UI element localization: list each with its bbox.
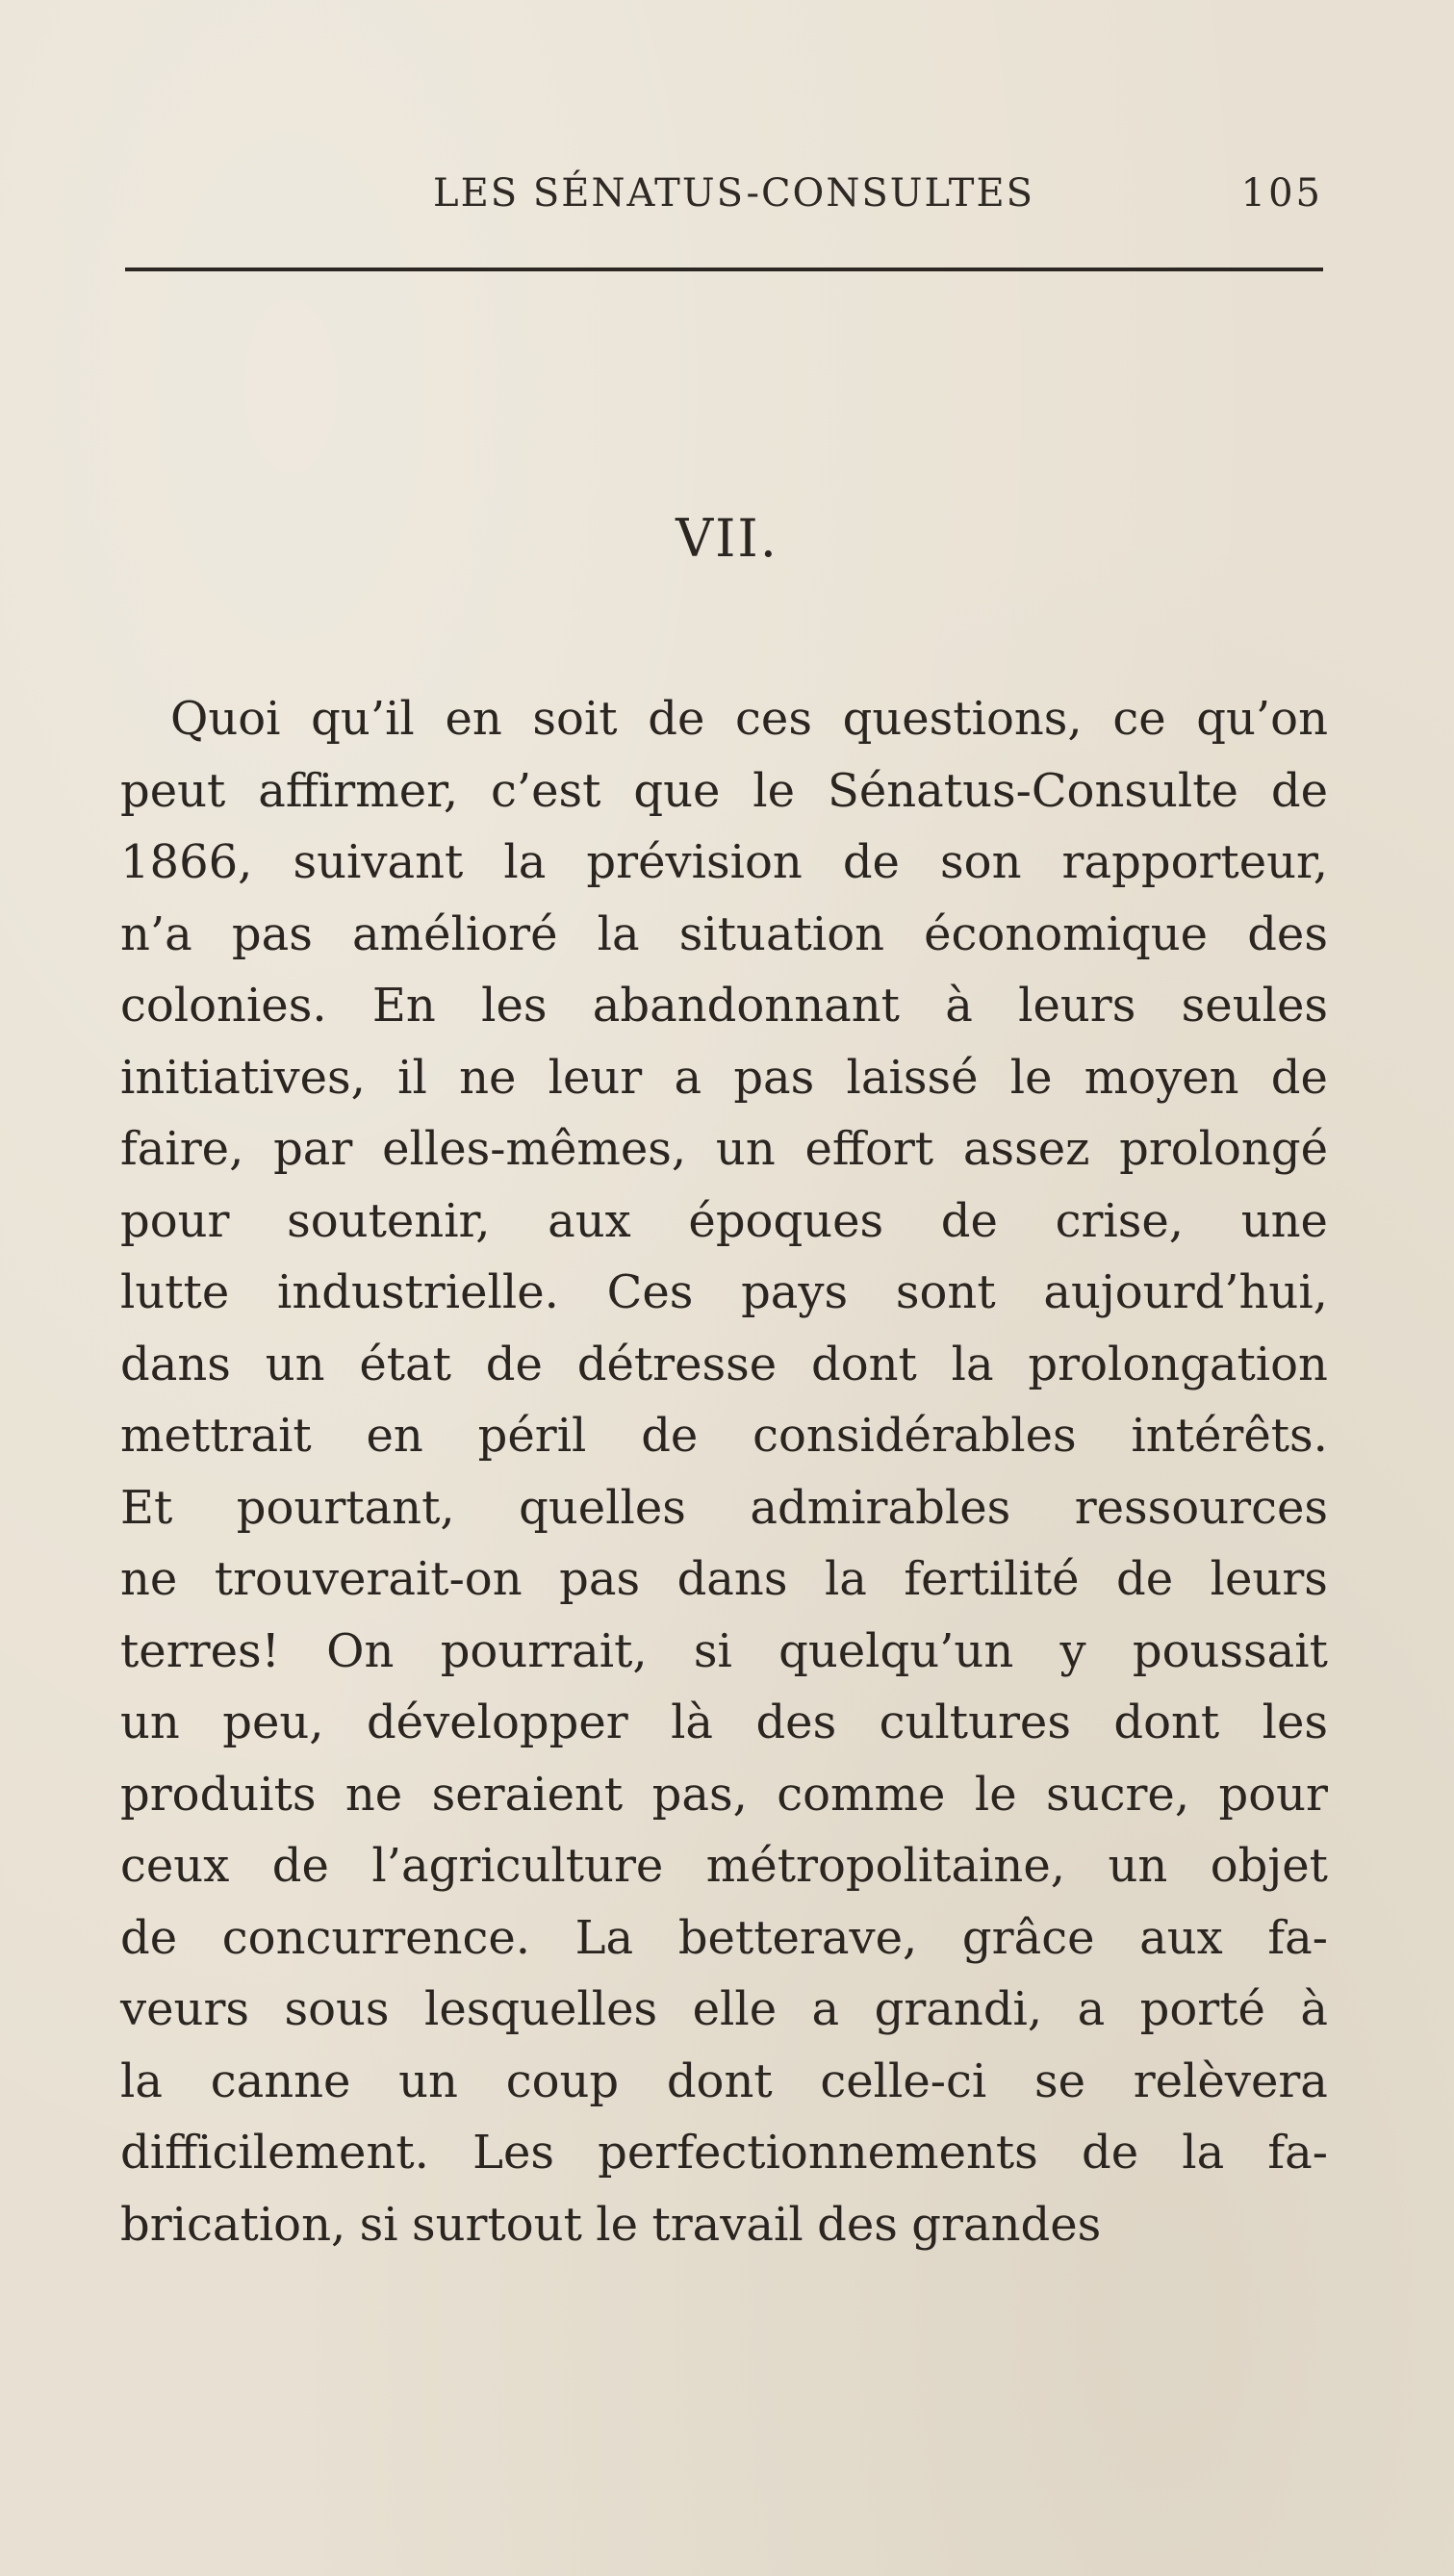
text-word: fertilité xyxy=(904,1552,1080,1606)
text-line xyxy=(120,1543,1328,1616)
text-word: c’est xyxy=(491,763,601,818)
text-word: a xyxy=(1077,1982,1106,2036)
text-word: se xyxy=(1033,2053,1085,2108)
text-word: effort xyxy=(804,1122,934,1176)
text-word: a xyxy=(811,1982,840,2036)
text-word: grâce xyxy=(961,1910,1095,1965)
body-text xyxy=(120,683,1328,2260)
section-numeral: VII. xyxy=(676,508,778,569)
text-word: économique xyxy=(924,906,1209,961)
text-word: par xyxy=(273,1122,353,1176)
text-word: pas xyxy=(733,1050,815,1105)
text-word: moyen xyxy=(1084,1050,1239,1105)
text-word: prévision xyxy=(586,835,803,889)
text-word: porté xyxy=(1139,1982,1265,2036)
text-word: un xyxy=(715,1122,776,1176)
text-word: brication, xyxy=(120,2197,346,2252)
text-word: Et xyxy=(120,1480,173,1535)
text-word: le xyxy=(1009,1050,1053,1105)
text-word: de xyxy=(120,1910,178,1965)
text-word: pourrait, xyxy=(440,1623,648,1678)
text-word: assez xyxy=(962,1122,1090,1176)
text-word: produits xyxy=(120,1767,317,1822)
text-word: industrielle. xyxy=(276,1265,559,1319)
text-word: pour xyxy=(1218,1767,1328,1822)
text-word: terres! xyxy=(120,1623,280,1678)
text-word: des xyxy=(1247,906,1328,961)
text-word: questions, xyxy=(842,692,1083,746)
running-head xyxy=(125,171,1323,229)
text-word: aux xyxy=(1139,1910,1223,1965)
text-word: Sénatus-Consulte xyxy=(827,763,1238,818)
text-word: le xyxy=(974,1767,1017,1822)
text-word: détresse xyxy=(576,1337,778,1391)
text-word: en xyxy=(366,1409,423,1463)
text-word: Les xyxy=(472,2126,554,2180)
text-word: la xyxy=(597,906,640,961)
text-word: seraient xyxy=(431,1767,624,1822)
text-word: initiatives, xyxy=(120,1050,366,1105)
text-word: 1866, xyxy=(120,835,253,889)
text-word: la xyxy=(120,2053,163,2108)
text-line xyxy=(120,1186,1328,1258)
text-word: un xyxy=(265,1337,325,1391)
text-line xyxy=(120,1042,1328,1114)
text-word: pays xyxy=(741,1265,849,1319)
text-word: là xyxy=(671,1696,714,1749)
text-word: pas xyxy=(559,1552,641,1606)
text-word: veurs xyxy=(120,1982,250,2036)
text-word: dans xyxy=(676,1552,788,1606)
text-word: de xyxy=(485,1337,543,1391)
text-word: en xyxy=(445,692,502,746)
text-word: dont xyxy=(666,2053,773,2108)
text-word: elle xyxy=(692,1982,778,2036)
text-line xyxy=(120,970,1328,1042)
text-word: le xyxy=(596,2197,639,2252)
text-word: n’a xyxy=(120,906,192,961)
text-word: l’agriculture xyxy=(371,1839,664,1893)
text-word: colonies. xyxy=(120,979,327,1033)
text-word: de xyxy=(842,835,900,889)
text-line xyxy=(120,1830,1328,1902)
text-word: pas xyxy=(231,906,313,961)
text-word: fa- xyxy=(1267,1910,1328,1965)
text-word: relèvera xyxy=(1133,2053,1328,2108)
text-word: betterave, xyxy=(677,1910,918,1965)
text-word: On xyxy=(326,1623,395,1678)
text-word: aujourd’hui, xyxy=(1043,1265,1328,1319)
text-word: leur xyxy=(548,1050,643,1105)
text-word: un xyxy=(1108,1839,1168,1893)
text-word: grandi, xyxy=(874,1982,1043,2036)
text-word: leurs xyxy=(1210,1552,1328,1606)
text-line xyxy=(120,1759,1328,1831)
text-word: aux xyxy=(548,1193,631,1248)
text-word: état xyxy=(359,1337,451,1391)
text-word: sous xyxy=(284,1982,390,2036)
text-line xyxy=(120,1329,1328,1401)
text-word: à xyxy=(945,979,973,1033)
text-word: poussait xyxy=(1132,1623,1328,1678)
text-word: les xyxy=(1262,1696,1328,1749)
text-word: admirables xyxy=(750,1480,1011,1535)
text-line xyxy=(120,2117,1328,2189)
text-word: la xyxy=(824,1552,867,1606)
text-word: de xyxy=(648,692,705,746)
text-word: époques xyxy=(688,1193,884,1248)
text-word: pour xyxy=(120,1193,230,1248)
text-word: ne xyxy=(344,1767,403,1822)
text-word: une xyxy=(1240,1193,1328,1248)
text-word: trouverait-on xyxy=(214,1552,523,1606)
text-line xyxy=(120,755,1328,828)
text-word: grandes xyxy=(911,2197,1102,2252)
text-word: celle-ci xyxy=(820,2053,987,2108)
text-word: les xyxy=(481,979,548,1033)
text-word: laissé xyxy=(846,1050,979,1105)
text-word: son xyxy=(940,835,1022,889)
text-word: lesquelles xyxy=(423,1982,658,2036)
text-word: considérables xyxy=(753,1409,1077,1463)
text-word: métropolitaine, xyxy=(705,1839,1065,1893)
text-word: lutte xyxy=(120,1265,230,1319)
text-word: objet xyxy=(1210,1839,1328,1893)
text-line xyxy=(120,827,1328,899)
text-word: abandonnant xyxy=(592,979,900,1033)
text-word: des xyxy=(817,2197,898,2252)
text-word: la xyxy=(503,835,547,889)
text-word: si xyxy=(359,2197,398,2252)
text-word: faire, xyxy=(120,1122,244,1176)
text-word: perfectionnements xyxy=(598,2126,1038,2180)
text-word: peu, xyxy=(222,1696,324,1749)
text-word: pourtant, xyxy=(236,1480,455,1535)
text-line xyxy=(120,2189,1328,2261)
text-word: de xyxy=(1270,763,1328,818)
text-word: sucre, xyxy=(1046,1767,1190,1822)
text-word: la xyxy=(951,1337,994,1391)
text-word: a xyxy=(674,1050,702,1105)
text-word: des xyxy=(755,1696,837,1749)
text-line xyxy=(120,1687,1328,1759)
text-word: suivant xyxy=(293,835,464,889)
text-word: sont xyxy=(895,1265,996,1319)
text-word: comme xyxy=(777,1767,946,1822)
header-rule xyxy=(125,268,1323,271)
text-word: dont xyxy=(810,1337,917,1391)
text-word: y xyxy=(1059,1623,1086,1678)
text-word: quelqu’un xyxy=(778,1623,1014,1678)
text-word: un xyxy=(120,1696,180,1749)
text-word: prolongation xyxy=(1028,1337,1328,1391)
text-word: soit xyxy=(532,692,618,746)
text-word: à xyxy=(1300,1982,1328,2036)
text-word: ne xyxy=(120,1552,178,1606)
text-word: de xyxy=(940,1193,998,1248)
text-word: de xyxy=(1270,1050,1328,1105)
text-word: difficilement. xyxy=(120,2126,429,2180)
text-word: seules xyxy=(1181,979,1328,1033)
text-word: qu’on xyxy=(1196,692,1328,746)
page-number: 105 xyxy=(1240,171,1323,216)
text-word: le xyxy=(753,763,796,818)
running-title: LES SÉNATUS-CONSULTES xyxy=(433,171,1035,216)
text-word: si xyxy=(693,1623,732,1678)
text-word: elles-mêmes, xyxy=(382,1122,687,1176)
text-line xyxy=(120,1616,1328,1688)
text-word: coup xyxy=(505,2053,620,2108)
text-word: de xyxy=(1116,1552,1174,1606)
text-word: affirmer, xyxy=(258,763,459,818)
text-word: intérêts. xyxy=(1131,1409,1328,1463)
text-word: mettrait xyxy=(120,1409,312,1463)
text-word: il xyxy=(397,1050,427,1105)
text-word: dans xyxy=(120,1337,231,1391)
text-word: ces xyxy=(735,692,812,746)
text-word: de xyxy=(641,1409,699,1463)
text-word: quelles xyxy=(519,1480,686,1535)
text-word: La xyxy=(574,1910,634,1965)
text-word: ceux xyxy=(120,1839,230,1893)
text-word: dont xyxy=(1113,1696,1220,1749)
text-word: que xyxy=(633,763,721,818)
text-line xyxy=(120,2046,1328,2118)
text-line xyxy=(120,1257,1328,1329)
text-word: Quoi xyxy=(170,692,281,746)
text-line xyxy=(120,1400,1328,1472)
text-line xyxy=(120,899,1328,971)
text-line xyxy=(120,1902,1328,1975)
text-word: ressources xyxy=(1074,1480,1328,1535)
text-word: péril xyxy=(477,1409,587,1463)
text-word: développer xyxy=(366,1696,628,1749)
text-word: fa- xyxy=(1267,2126,1328,2180)
text-line xyxy=(120,683,1328,755)
text-word: travail xyxy=(651,2197,804,2252)
text-word: de xyxy=(271,1839,329,1893)
text-word: prolongé xyxy=(1119,1122,1328,1176)
text-word: ce xyxy=(1112,692,1166,746)
text-line xyxy=(120,1974,1328,2046)
text-word: canne xyxy=(210,2053,351,2108)
text-line xyxy=(120,1113,1328,1186)
text-word: Ces xyxy=(606,1265,694,1319)
text-word: leurs xyxy=(1018,979,1136,1033)
text-word: de xyxy=(1081,2126,1139,2180)
text-word: la xyxy=(1182,2126,1225,2180)
text-word: surtout xyxy=(412,2197,582,2252)
text-word: concurrence. xyxy=(221,1910,531,1965)
text-word: un xyxy=(398,2053,458,2108)
text-word: amélioré xyxy=(352,906,558,961)
text-word: En xyxy=(371,979,436,1033)
text-word: soutenir, xyxy=(287,1193,491,1248)
text-line xyxy=(120,1472,1328,1544)
text-word: cultures xyxy=(879,1696,1071,1749)
text-word: situation xyxy=(678,906,885,961)
text-word: pas, xyxy=(651,1767,748,1822)
text-word: crise, xyxy=(1055,1193,1185,1248)
text-word: ne xyxy=(459,1050,517,1105)
text-word: rapporteur, xyxy=(1061,835,1328,889)
text-word: peut xyxy=(120,763,226,818)
text-word: qu’il xyxy=(311,692,415,746)
